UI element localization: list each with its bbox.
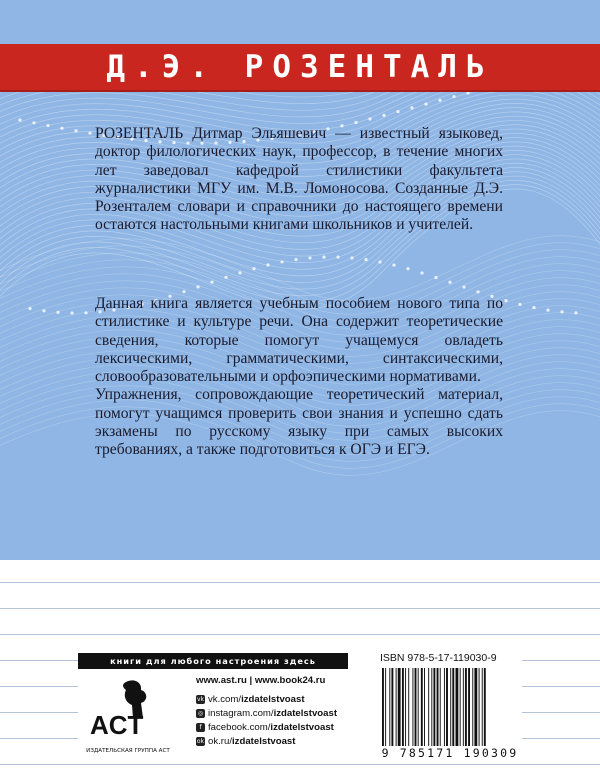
social-link-instagram[interactable]: ◎ instagram.com/ izdatelstvoast	[197, 707, 338, 719]
social-link-facebook[interactable]: f facebook.com/ izdatelstvoast	[196, 720, 337, 734]
instagram-icon: ◎	[197, 709, 204, 717]
author-name: Д.Э. РОЗЕНТАЛЬ	[106, 49, 494, 85]
social-link-vk[interactable]: vk vk.com/ izdatelstvoast	[196, 693, 305, 705]
logo-text: ACT	[90, 710, 144, 740]
vk-icon: vk	[196, 695, 205, 703]
social-link-ok[interactable]: ok ok.ru/ izdatelstvoast	[196, 735, 296, 747]
description-paragraph: Данная книга является учебным пособием нового типа по стилистике и культуре речи. Она содержит теоретические сведения, которые помогут учащемуся овладеть лексическими, грамматическими, синтаксическими, словообразовательными и орфоэпическими нормативами.	[95, 295, 503, 386]
ruled-line	[0, 764, 600, 765]
author-bar	[0, 44, 600, 90]
facebook-icon: f	[196, 723, 205, 732]
book-description	[95, 295, 503, 460]
ruled-line	[0, 582, 600, 583]
tagline: книги для любого настроения здесь	[78, 653, 348, 669]
author-bio: РОЗЕНТАЛЬ Дитмар Эльяшевич — известный языковед, доктор филологических наук, профессор, в течение многих лет заведовал кафедрой стилистики факультета журналистики МГУ им. М.В. Ломоносова. Созданные Д.Э. Розенталем словари и справочники до настоящего времени остаются настольными книгами школьников и учителей.	[95, 125, 503, 234]
top-band	[0, 0, 600, 44]
website-links[interactable]: www.ast.ru | www.book24.ru	[196, 675, 326, 686]
description-paragraph: Упражнения, сопровождающие теоретический материал, помогут учащимся проверить свои знания и успешно сдать экзамены по русскому языку при самых высоких требованиях, а также подготовиться к ОГЭ и ЕГЭ.	[95, 386, 503, 459]
ruled-line	[0, 634, 600, 635]
publisher-name: ИЗДАТЕЛЬСКАЯ ГРУППА АСТ	[86, 748, 170, 754]
barcode-number: 9 785171 190309	[381, 746, 519, 760]
publisher-footer	[78, 650, 522, 762]
ok-icon: ok	[196, 737, 205, 745]
isbn: ISBN 978-5-17-119030-9	[380, 652, 497, 664]
ruled-line	[0, 608, 600, 609]
barcode	[378, 668, 522, 746]
ast-logo	[88, 674, 158, 744]
publisher-links	[196, 675, 337, 748]
